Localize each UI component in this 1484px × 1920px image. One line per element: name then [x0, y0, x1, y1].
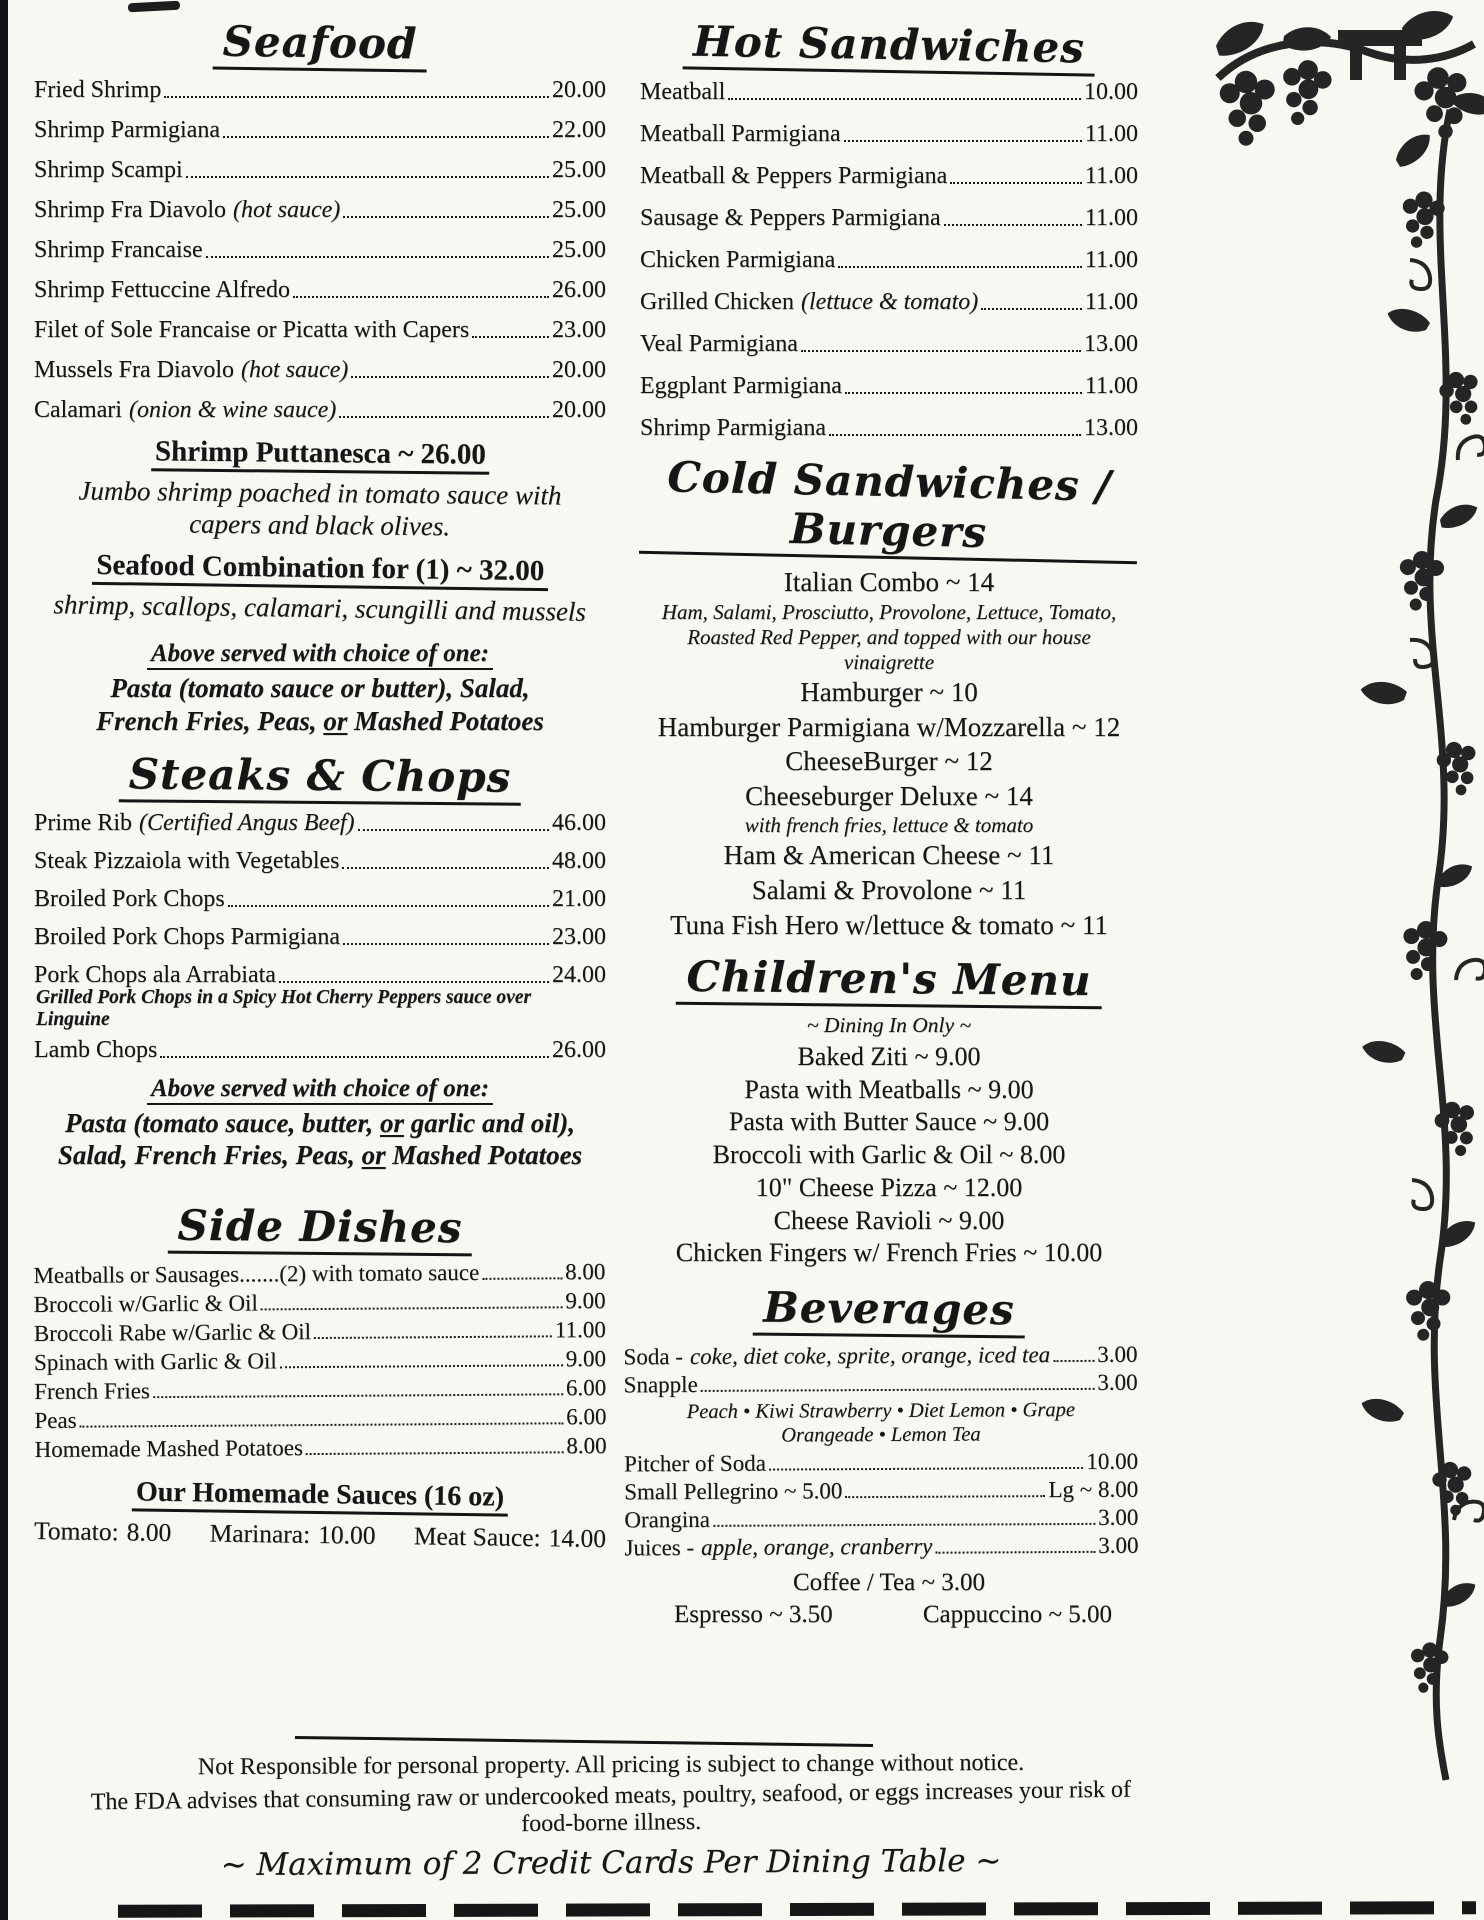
item-price: 25.00 [552, 237, 606, 263]
cold-sandwiches-list [640, 565, 1138, 942]
section-title-text: Steaks & Chops [118, 749, 521, 806]
sauces-title-text: Our Homemade Sauces (16 oz) [132, 1476, 509, 1516]
footer-divider-line [295, 1736, 873, 1747]
steaks-choice-note [34, 1075, 606, 1172]
menu-item-row [640, 373, 1138, 400]
children-item-line: Pasta with Butter Sauce ~ 9.00 [728, 1107, 1050, 1137]
grapevine-border-icon [1188, 0, 1484, 1900]
item-name: Spinach with Garlic & Oil [33, 1348, 277, 1375]
menu-item-row [624, 1533, 1138, 1562]
section-title-text: Beverages [753, 1283, 1025, 1339]
choice-note-or: or [323, 705, 348, 736]
sauce-price: 10.00 [317, 1519, 376, 1550]
item-price: 26.00 [552, 1036, 606, 1063]
special-title-text: Seafood Combination for (1) ~ 32.00 [92, 549, 548, 591]
item-name: French Fries [34, 1377, 150, 1404]
dot-leader [472, 336, 549, 338]
item-name: Shrimp Francaise [34, 237, 203, 263]
dot-leader [343, 216, 549, 218]
choice-note-part: Mashed Potatoes [347, 705, 544, 736]
espresso-cappuccino-row [640, 1601, 1138, 1629]
item-name: Pork Chops ala Arrabiata [34, 961, 276, 988]
dot-leader [801, 350, 1081, 352]
dot-leader [164, 96, 549, 98]
dot-leader [944, 224, 1082, 226]
item-price: 9.00 [565, 1345, 607, 1372]
section-title-text: Children's Menu [676, 952, 1102, 1009]
footer [88, 1749, 1134, 1884]
item-note: (hot sauce) [241, 357, 349, 383]
dot-leader [838, 266, 1082, 268]
children-item-line: Pasta with Meatballs ~ 9.00 [744, 1074, 1034, 1104]
sauce-entry [414, 1521, 607, 1554]
menu-item-row [34, 1288, 606, 1318]
item-price: 20.00 [552, 77, 606, 103]
item-name: Shrimp Fra Diavolo [34, 197, 226, 223]
item-price: 13.00 [1084, 415, 1138, 441]
menu-item-row [34, 277, 606, 304]
choice-note-part: Salad, French Fries, Peas, [57, 1140, 362, 1171]
special-desc-line: Jumbo shrimp poached in tomato sauce with [78, 475, 562, 511]
dot-leader [358, 829, 549, 831]
item-name: Small Pellegrino ~ 5.00 [624, 1478, 843, 1505]
children-item-line: Chicken Fingers w/ French Fries ~ 10.00 [675, 1238, 1103, 1268]
item-name: Broccoli w/Garlic & Oil [33, 1290, 258, 1317]
section-title-steaks-chops [34, 748, 606, 806]
beverages-list [623, 1342, 1138, 1562]
dot-leader [279, 981, 549, 983]
footer-credit-card-line: ~ Maximum of 2 Credit Cards Per Dining Table ~ [220, 1842, 1002, 1884]
menu-item-row [34, 117, 606, 144]
dot-leader [935, 1551, 1095, 1554]
item-price: 48.00 [552, 847, 606, 874]
choice-note-heading-text: Above served with choice of one: [147, 1075, 493, 1105]
choice-note-line: Pasta (tomato sauce or butter), Salad, [110, 673, 530, 704]
footer-disclaimer-line: Not Responsible for personal property. All pricing is subject to change without notice. [197, 1749, 1025, 1781]
menu-item-row [640, 205, 1138, 232]
item-price: 11.00 [1084, 205, 1138, 231]
dot-leader [728, 98, 1081, 100]
menu-item-row [34, 1317, 606, 1347]
section-title-side-dishes [34, 1199, 606, 1257]
menu-item-row [34, 924, 606, 951]
item-price: 3.00 [1098, 1533, 1139, 1559]
item-name: Eggplant Parmigiana [640, 373, 842, 399]
dot-leader [1053, 1360, 1094, 1362]
menu-item-row [640, 121, 1138, 148]
section-title-childrens-menu [640, 952, 1139, 1010]
item-flavors: apple, orange, cranberry [701, 1534, 933, 1561]
menu-item-row [640, 163, 1138, 190]
item-name: Broiled Pork Chops [34, 885, 225, 912]
menu-item-row [624, 1370, 1138, 1399]
special-title [34, 434, 606, 476]
item-price: 11.00 [1084, 289, 1138, 315]
menu-item-row [624, 1477, 1138, 1506]
dot-leader [981, 308, 1082, 310]
item-name: Broiled Pork Chops Parmigiana [34, 923, 340, 950]
menu-item-row [34, 357, 606, 384]
item-name: Sausage & Peppers Parmigiana [640, 205, 941, 231]
menu-item-row [34, 1346, 606, 1376]
homemade-sauces-block [33, 1476, 607, 1553]
item-price: 13.00 [1084, 331, 1138, 357]
childrens-menu-list [640, 1013, 1138, 1270]
menu-item-row [640, 79, 1138, 106]
menu-item-row [34, 157, 606, 184]
item-name: Veal Parmigiana [640, 331, 798, 357]
dot-leader [845, 392, 1082, 394]
choice-note-part: Mashed Potatoes [385, 1140, 583, 1171]
item-note: (Certified Angus Beef) [139, 809, 355, 836]
seafood-choice-note [34, 640, 606, 737]
choice-note-line [34, 705, 606, 737]
sauce-price: 14.00 [548, 1522, 607, 1553]
dot-leader [293, 296, 549, 298]
coffee-tea-line: Coffee / Tea ~ 3.00 [792, 1568, 986, 1596]
section-title-seafood [34, 14, 607, 75]
item-name: Prime Rib [34, 809, 133, 836]
cold-item-line: Hamburger Parmigiana w/Mozzarella ~ 12 [657, 711, 1121, 742]
section-title-text: Cold Sandwiches / Burgers [639, 452, 1139, 564]
dot-leader [306, 1451, 563, 1455]
item-price: 46.00 [552, 809, 606, 836]
children-item-line: Baked Ziti ~ 9.00 [797, 1041, 981, 1071]
item-name: Broccoli Rabe w/Garlic & Oil [33, 1318, 312, 1346]
sauce-price: 8.00 [126, 1517, 172, 1547]
item-price: 24.00 [552, 961, 606, 988]
children-item-line: Broccoli with Garlic & Oil ~ 8.00 [712, 1140, 1066, 1170]
special-title-text: Shrimp Puttanesca ~ 26.00 [151, 435, 490, 475]
dot-leader [153, 1393, 563, 1398]
item-price: 25.00 [552, 197, 606, 223]
item-name: Shrimp Scampi [34, 157, 183, 183]
item-name: Homemade Mashed Potatoes [34, 1434, 303, 1462]
children-item-line: Cheese Ravioli ~ 9.00 [773, 1205, 1005, 1235]
item-name: Pitcher of Soda [623, 1451, 766, 1477]
dot-leader [845, 1496, 1045, 1499]
item-price: 11.00 [1084, 247, 1138, 273]
dot-leader [339, 416, 549, 418]
dot-leader [343, 943, 549, 945]
menu-item-row [640, 247, 1138, 274]
section-title-cold-sandwiches [639, 452, 1139, 564]
menu-item-row [34, 397, 606, 424]
item-price: 9.00 [565, 1287, 606, 1314]
cold-item-note: Ham, Salami, Prosciutto, Provolone, Lettuce, Tomato, [661, 599, 1117, 624]
item-name: Shrimp Parmigiana [34, 117, 220, 143]
dot-leader [280, 1364, 563, 1368]
menu-item-row [33, 1259, 605, 1289]
dot-leader [186, 176, 549, 178]
cold-item-line: Italian Combo ~ 14 [783, 567, 995, 597]
item-name: Juices - [624, 1535, 695, 1561]
menu-item-row [34, 886, 606, 913]
cold-item-note: Roasted Red Pepper, and topped with our house vinaigrette [687, 624, 1091, 674]
item-price: 6.00 [565, 1374, 607, 1401]
item-price: 3.00 [1097, 1341, 1138, 1368]
item-name: Shrimp Fettuccine Alfredo [34, 277, 290, 303]
right-column [623, 0, 1139, 1629]
menu-item-row [34, 848, 606, 875]
item-name: Fried Shrimp [34, 77, 162, 103]
item-name: Orangina [624, 1507, 710, 1533]
item-name: Calamari [34, 397, 122, 423]
item-price: 11.00 [1084, 121, 1138, 147]
choice-note-heading-text: Above served with choice of one: [147, 640, 493, 670]
side-dishes-list [33, 1259, 606, 1463]
sauce-entry [209, 1518, 375, 1550]
item-price: 26.00 [552, 277, 606, 303]
seafood-list [34, 77, 606, 424]
special-desc-line: capers and black olives. [189, 509, 451, 542]
item-price: 8.00 [566, 1432, 607, 1459]
dot-leader [261, 1306, 563, 1310]
dot-leader [314, 1335, 552, 1339]
footer-fda-line: The FDA advises that consuming raw or undercooked meats, poultry, seafood, or eggs increases your risk of food-borne illness. [90, 1776, 1132, 1838]
steaks-list [34, 810, 606, 1064]
menu-item-row [34, 237, 606, 264]
item-flavors: coke, diet coke, sprite, orange, iced tea [689, 1342, 1051, 1370]
menu-item-row [34, 1404, 606, 1434]
choice-note-part: garlic and oil), [404, 1107, 576, 1138]
item-price: 23.00 [552, 923, 606, 950]
dot-leader [228, 905, 549, 907]
item-name: Grilled Chicken [640, 289, 794, 315]
choice-note-line [34, 1139, 606, 1171]
item-note: (onion & wine sauce) [128, 397, 337, 423]
item-price: 23.00 [552, 317, 606, 343]
menu-item-row [34, 1375, 606, 1405]
item-note: (lettuce & tomato) [800, 289, 979, 315]
choice-note-line [34, 1107, 606, 1139]
cold-item-note: with french fries, lettuce & tomato [744, 813, 1034, 838]
item-price: 20.00 [552, 357, 606, 383]
dot-leader [80, 1422, 564, 1427]
children-item-line: 10" Cheese Pizza ~ 12.00 [755, 1172, 1023, 1202]
scan-edge-artifact-bottom [118, 1901, 1476, 1918]
item-name: Lamb Chops [34, 1036, 158, 1063]
choice-note-or: or [379, 1107, 404, 1138]
item-name: Soda - [623, 1344, 683, 1370]
left-column [33, 0, 607, 1553]
sauce-label: Tomato: [33, 1515, 119, 1546]
dot-leader [829, 434, 1081, 436]
menu-item-row [35, 1433, 607, 1463]
cold-item-line: CheeseBurger ~ 12 [785, 746, 993, 777]
dot-leader [351, 376, 549, 378]
special-desc-line: shrimp, scallops, calamari, scungilli and mussels [53, 589, 587, 627]
item-price: 11.00 [554, 1316, 606, 1343]
menu-item-row [34, 317, 606, 344]
menu-item-row [640, 289, 1138, 316]
sauces-title [34, 1475, 606, 1518]
menu-item-row [624, 1505, 1138, 1534]
dot-leader [713, 1523, 1095, 1527]
item-price: 20.00 [552, 397, 606, 423]
dot-leader [206, 256, 549, 258]
menu-item-row [624, 1449, 1138, 1478]
item-name: Meatball [640, 79, 726, 105]
item-price: 6.00 [566, 1403, 607, 1430]
choice-note-part: Pasta (tomato sauce, butter, [64, 1107, 380, 1138]
choice-note-heading [34, 640, 606, 670]
menu-item-row [623, 1342, 1137, 1371]
item-price: 21.00 [552, 885, 606, 912]
choice-note-heading [34, 1075, 606, 1105]
menu-item-row [34, 77, 606, 104]
item-price: 8.00 [565, 1258, 606, 1285]
item-price: 3.00 [1097, 1369, 1138, 1396]
dot-leader [769, 1467, 1083, 1471]
section-title-beverages [640, 1282, 1139, 1340]
item-price: 22.00 [552, 117, 606, 143]
dot-leader [701, 1388, 1095, 1392]
menu-item-row [34, 962, 606, 989]
dot-leader [223, 136, 549, 138]
special-title [34, 548, 606, 592]
section-title-hot-sandwiches [640, 16, 1139, 78]
choice-note-part: French Fries, Peas, [96, 705, 324, 736]
item-name: Chicken Parmigiana [640, 247, 836, 273]
scan-edge-artifact-left [0, 0, 8, 1920]
cold-item-line: Hamburger ~ 10 [800, 677, 978, 708]
special-seafood-combination [34, 548, 607, 628]
dot-leader [160, 1056, 549, 1058]
dot-leader [950, 182, 1082, 184]
item-name: Meatball & Peppers Parmigiana [640, 163, 948, 189]
item-name: Peas [34, 1407, 77, 1433]
section-title-text: Side Dishes [167, 1200, 472, 1256]
choice-note-or: or [361, 1140, 386, 1171]
dot-leader [844, 140, 1082, 142]
special-shrimp-puttanesca [33, 434, 606, 545]
item-price: 11.00 [1084, 373, 1138, 399]
item-note: (hot sauce) [233, 197, 341, 223]
item-price: Lg ~ 8.00 [1048, 1477, 1139, 1503]
dot-leader [482, 1277, 562, 1280]
item-name: Filet of Sole Francaise or Picatta with Capers [34, 317, 470, 343]
hot-sandwiches-list [640, 79, 1138, 442]
item-price: 11.00 [1084, 163, 1138, 189]
item-price: 3.00 [1098, 1505, 1139, 1531]
item-name: Mussels Fra Diavolo [34, 357, 234, 383]
section-title-text: Seafood [212, 17, 427, 73]
sauces-price-row [34, 1516, 606, 1554]
item-name: Meatballs or Sausages.......(2) with tomato sauce [33, 1259, 480, 1288]
snapple-flavors-line: Peach • Kiwi Strawberry • Diet Lemon • Grape [686, 1399, 1075, 1424]
cappuccino-price: Cappuccino ~ 5.00 [922, 1600, 1112, 1628]
sauce-label: Meat Sauce: [413, 1521, 541, 1552]
cold-item-line: Tuna Fish Hero w/lettuce & tomato ~ 11 [670, 909, 1108, 940]
item-price: 10.00 [1084, 79, 1138, 105]
children-note: ~ Dining In Only ~ [806, 1013, 972, 1038]
menu-item-row [34, 1037, 606, 1064]
cold-item-line: Salami & Provolone ~ 11 [751, 875, 1027, 906]
item-name: Meatball Parmigiana [640, 121, 841, 147]
espresso-price: Espresso ~ 3.50 [674, 1600, 833, 1628]
item-price: 25.00 [552, 157, 606, 183]
menu-item-row [34, 810, 606, 837]
dot-leader [342, 867, 549, 869]
sauce-label: Marinara: [209, 1518, 311, 1549]
snapple-flavors-line: Orangeade • Lemon Tea [781, 1423, 981, 1447]
item-name: Steak Pizzaiola with Vegetables [34, 847, 340, 874]
menu-item-row [640, 331, 1138, 358]
cold-item-line: Ham & American Cheese ~ 11 [723, 840, 1055, 871]
item-price: 10.00 [1086, 1449, 1139, 1475]
item-name: Snapple [623, 1372, 698, 1398]
arrabiata-description: Grilled Pork Chops in a Spicy Hot Cherry Peppers sauce over Linguine [36, 986, 532, 1030]
item-name: Shrimp Parmigiana [640, 415, 826, 441]
menu-item-row [34, 197, 606, 224]
menu-item-row [640, 415, 1138, 442]
section-title-text: Hot Sandwiches [683, 16, 1096, 76]
cold-item-line: Cheeseburger Deluxe ~ 14 [745, 780, 1033, 811]
sauce-entry [34, 1516, 172, 1548]
